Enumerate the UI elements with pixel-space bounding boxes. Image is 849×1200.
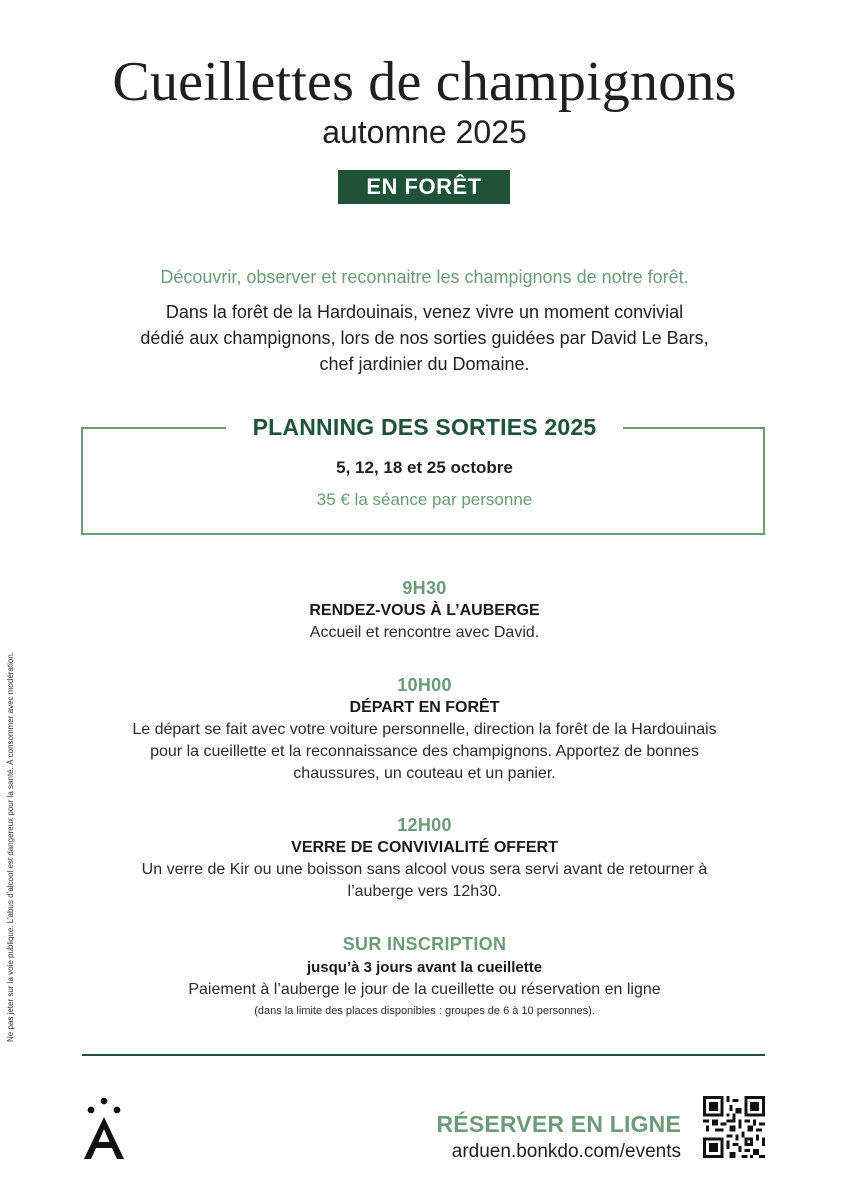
- planning-dates: 5, 12, 18 et 25 octobre: [336, 458, 513, 477]
- inscription-section: [0, 933, 849, 1020]
- a-umlaut-logo-icon: [80, 1095, 128, 1161]
- inscription-title: SUR INSCRIPTION: [342, 934, 507, 954]
- qr-code-icon[interactable]: [703, 1096, 765, 1158]
- intro-line: Dans la forêt de la Hardouinais, venez vivre un moment convivial: [165, 302, 684, 322]
- inscription-note: (dans la limite des places disponibles : groupes de 6 à 10 personnes).: [254, 1005, 595, 1017]
- schedule-heading: RENDEZ-VOUS À L’AUBERGE: [309, 602, 540, 619]
- schedule-heading: VERRE DE CONVIVIALITÉ OFFERT: [291, 839, 558, 856]
- schedule-heading: DÉPART EN FORÊT: [349, 699, 500, 716]
- page-title: Cueillettes de champignons: [112, 51, 737, 113]
- footer-divider: [82, 1054, 765, 1056]
- planning-title: PLANNING DES SORTIES 2025: [252, 414, 597, 440]
- inscription-deadline: jusqu’à 3 jours avant la cueillette: [306, 959, 543, 976]
- schedule-time: 12H00: [397, 815, 452, 835]
- intro-paragraph: [0, 299, 849, 377]
- schedule-description: Accueil et rencontre avec David.: [309, 624, 540, 641]
- page-subtitle: automne 2025: [322, 114, 527, 150]
- booking-url[interactable]: arduen.bonkdo.com/events: [451, 1141, 681, 1162]
- intro-line: chef jardinier du Domaine.: [319, 354, 530, 374]
- schedule-item: [0, 814, 849, 903]
- schedule-description: pour la cueillette et la reconnaissance des champignons. Apportez de bonnes: [150, 743, 699, 760]
- schedule-description: l’auberge vers 12h30.: [347, 883, 502, 900]
- legal-mention: Ne pas jeter sur la voie publique. L’abus d’alcool est dangereux pour la santé. À consommer avec modération.: [6, 651, 15, 1042]
- schedule-description: Le départ se fait avec votre voiture personnelle, direction la forêt de la Hardouinais: [132, 721, 717, 738]
- schedule-item: [0, 577, 849, 644]
- reserve-online-link[interactable]: RÉSERVER EN LIGNE: [436, 1111, 681, 1137]
- intro-line: dédié aux champignons, lors de nos sorties guidées par David Le Bars,: [140, 328, 709, 348]
- schedule-time: 9H30: [402, 578, 447, 598]
- schedule-time: 10H00: [397, 675, 452, 695]
- planning-box: [81, 427, 765, 535]
- inscription-payment: Paiement à l’auberge le jour de la cueillette ou réservation en ligne: [188, 981, 661, 998]
- schedule-item: [0, 674, 849, 785]
- planning-price: 35 € la séance par personne: [316, 490, 533, 509]
- schedule-description: chaussures, un couteau et un panier.: [293, 765, 556, 782]
- schedule-description: Un verre de Kir ou une boisson sans alcool vous sera servi avant de retourner à: [141, 861, 708, 878]
- location-badge: EN FORÊT: [338, 170, 510, 204]
- tagline: Découvrir, observer et reconnaitre les champignons de notre forêt.: [160, 267, 689, 287]
